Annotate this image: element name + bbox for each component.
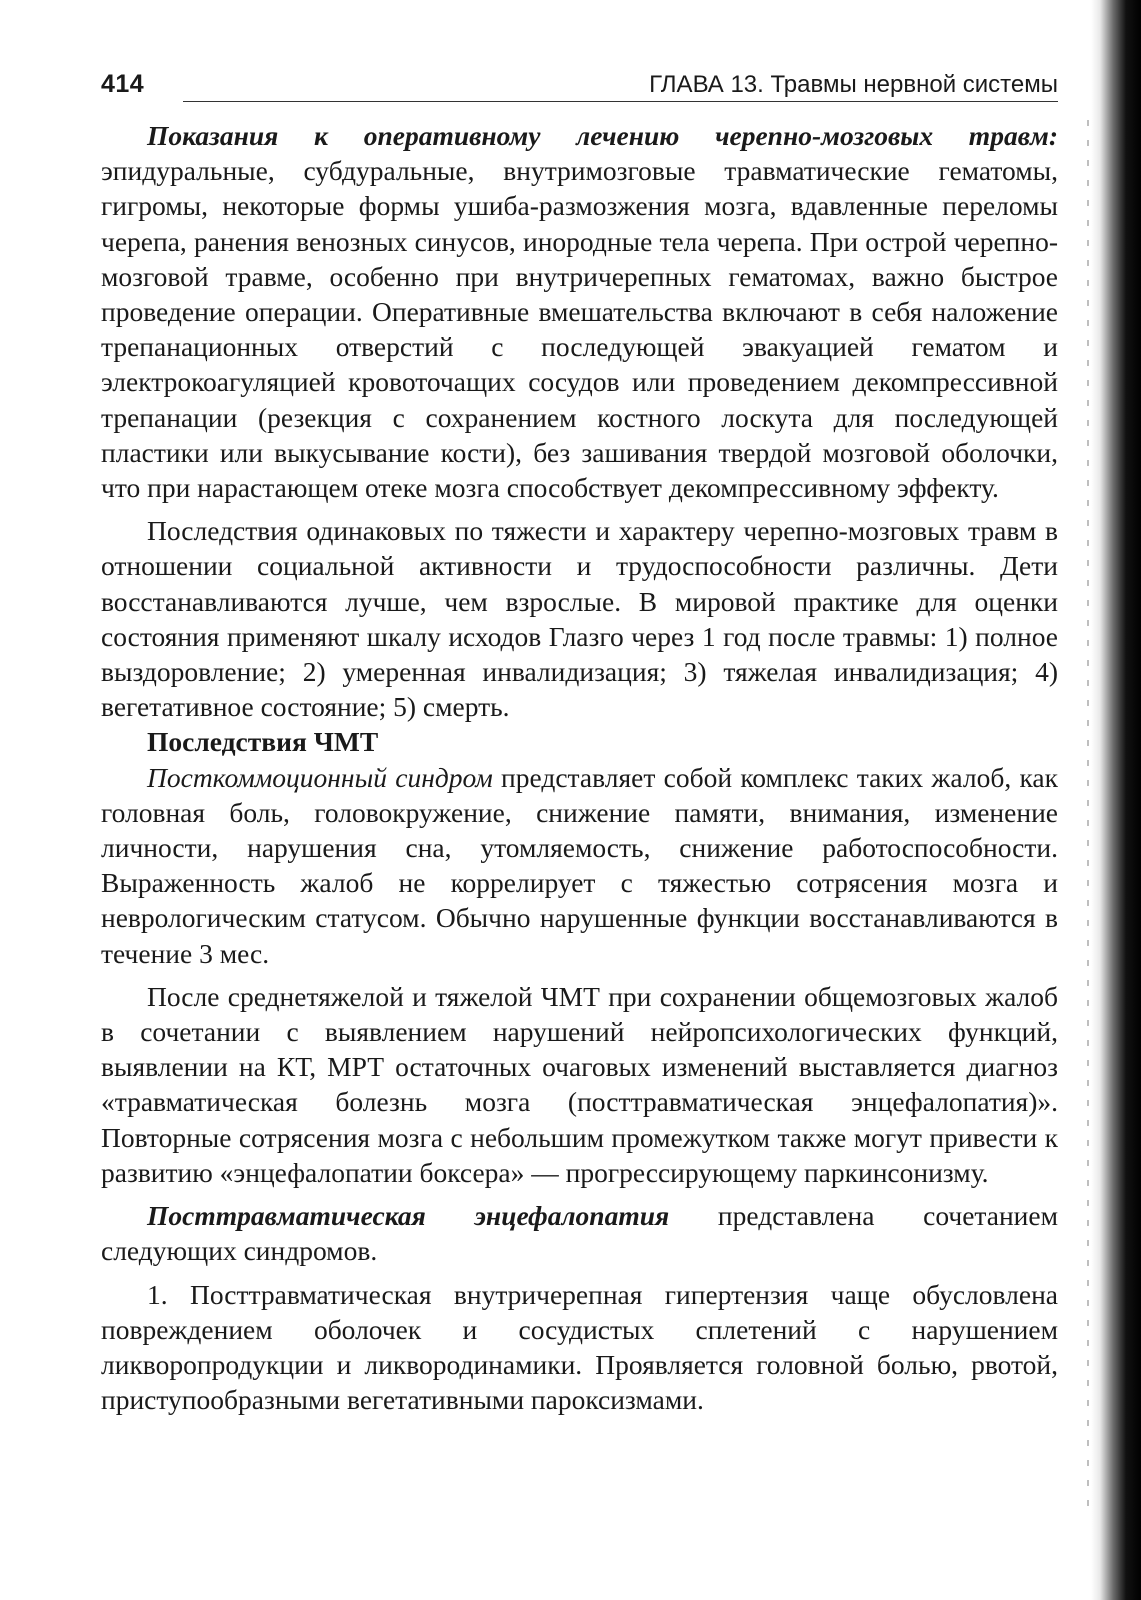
paragraph-text: 1. Посттравматическая внутричерепная гипертензия чаще обусловлена повреждением оболочек и сосудистых сплетений с нарушением ликворопродукции и ликвородинамики. Проявляется головной болью, рвотой, приступообразными вегетативными пароксизмами. <box>101 1278 1058 1416</box>
page-header <box>101 66 1058 106</box>
section-subheading: Последствия ЧМТ <box>147 726 379 758</box>
paragraph-text: Последствия одинаковых по тяжести и характеру черепно-мозговых травм в отношении социальной активности и трудоспособности различны. Дети восстанавливаются лучше, чем взрослые. В мировой практике для оценки состояния применяют шкалу исходов Глазго через 1 год после травмы: 1) полное выздоровление; 2) умеренная инвалидизация; 3) тяжелая инвалидизация; 4) вегетативное состояние; 5) смерть. <box>101 515 1058 723</box>
header-rule <box>183 101 1058 102</box>
paragraph-surgery-indications <box>101 118 1058 505</box>
paragraph-postconcussion <box>101 760 1058 971</box>
paragraph-text: представляет собой комплекс таких жалоб, как головная боль, головокружение, снижение памяти, внимания, изменение личности, нарушения сна, утомляемость, снижение работоспособности. Выраженность жалоб не коррелирует с тяжестью сотрясения мозга и неврологическим статусом. Обычно нарушенные функции восстанавливаются в течение 3 мес. <box>101 761 1058 969</box>
term-surgery-indications: Показания к оперативному лечению черепно-мозговых травм: <box>147 120 1058 151</box>
paragraph-encephalopathy <box>101 1198 1058 1268</box>
paragraph-traumatic-disease <box>101 979 1058 1190</box>
running-head: ГЛАВА 13. Травмы нервной системы <box>649 71 1058 98</box>
paragraph-text: представлена сочетанием следующих синдромов. <box>101 1200 1058 1267</box>
paragraph-text: эпидуральные, субдуральные, внутримозговые травматические гематомы, гигромы, некоторые формы ушиба-размозжения мозга, вдавленные переломы черепа, ранения венозных синусов, инородные тела черепа. При острой черепно-мозговой травме, особенно при внутричерепных гематомах, важно быстрое проведение операции. Оперативные вмешательства включают в себя наложение трепанационных отверстий с последующей эвакуацией гематом и электрокоагуляцией кровоточащих сосудов или проведением декомпрессивной трепанации (резекция с сохранением костного лоскута для последующей пластики или выкусывание кости), без зашивания твердой мозговой оболочки, что при нарастающем отеке мозга способствует декомпрессивному эффекту. <box>101 155 1058 504</box>
page-edge-texture <box>1087 120 1089 1520</box>
page-number: 414 <box>101 70 145 98</box>
paragraph-outcomes <box>101 513 1058 724</box>
body-text <box>101 118 1058 1417</box>
term-postconcussion: Посткоммоционный синдром <box>147 761 493 793</box>
paragraph-text: После среднетяжелой и тяжелой ЧМТ при сохранении общемозговых жалоб в сочетании с выявлением нарушений нейропсихологических функций, выявлении на КТ, МРТ остаточных очаговых изменений выставляется диагноз «травматическая болезнь мозга (посттравматическая энцефалопатия)». Повторные сотрясения мозга с небольшим промежутком также могут привести к развитию «энцефалопатии боксера» — прогрессирующему паркинсонизму. <box>101 980 1058 1188</box>
book-spine-shadow <box>1091 0 1141 1600</box>
list-item-hypertension <box>101 1277 1058 1418</box>
term-encephalopathy: Посттравматическая энцефалопатия <box>147 1200 670 1232</box>
